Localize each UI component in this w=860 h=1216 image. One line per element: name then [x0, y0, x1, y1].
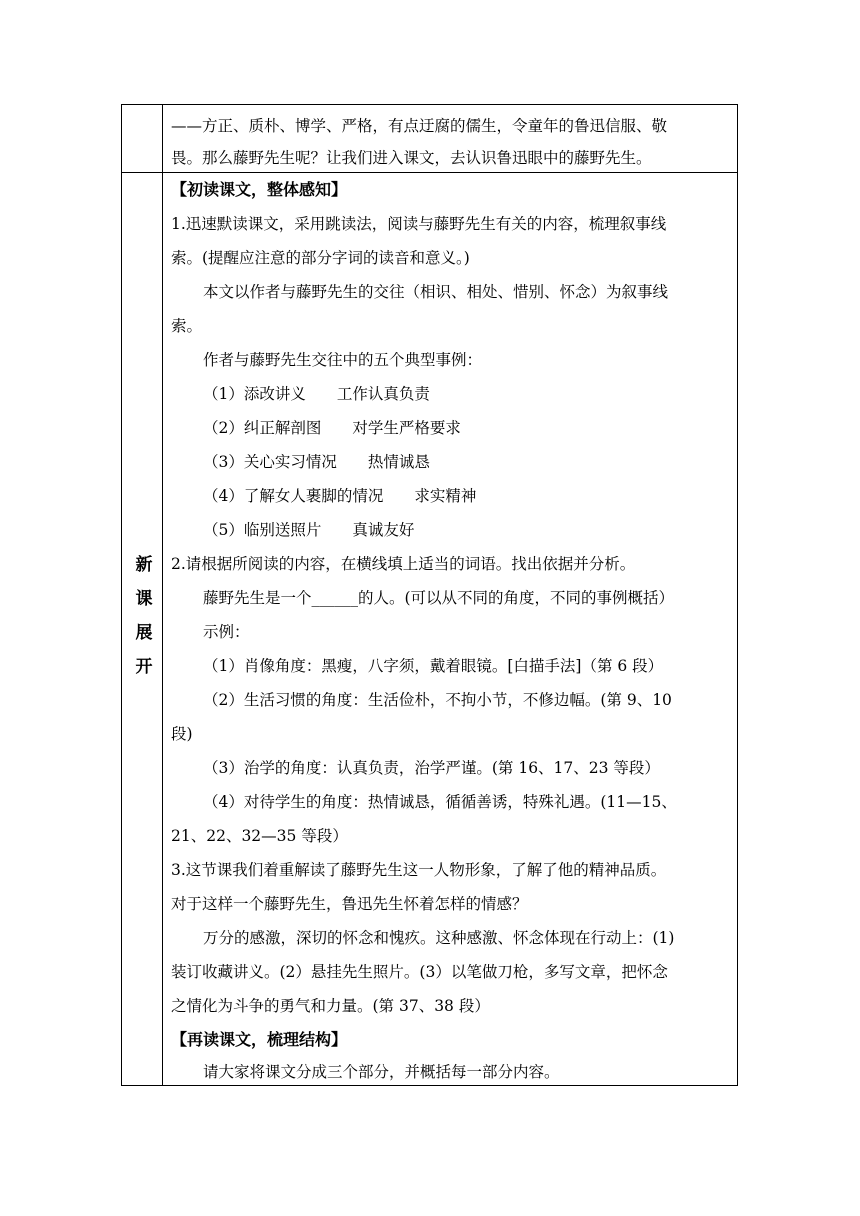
- section-label-char: 展: [135, 623, 153, 643]
- answer-3-line-2: 装订收藏讲义。(2）悬挂先生照片。(3）以笔做刀枪，多写文章，把怀念: [171, 963, 668, 981]
- example-item: （2）纠正解剖图 对学生严格要求: [203, 419, 461, 437]
- section-heading-second-reading: 【再读课文，梳理结构】: [171, 1030, 348, 1049]
- answer-2-item-4-line-1: （4）对待学生的角度：热情诚恳，循循善诱，特殊礼遇。(11—15、: [203, 793, 677, 811]
- top-cell: [171, 104, 731, 172]
- answer-3-line-1: 万分的感激，深切的怀念和愧疚。这种感激、怀念体现在行动上：(1): [203, 929, 675, 947]
- section-heading-first-reading: 【初读课文，整体感知】: [171, 180, 348, 199]
- answer-2-item-3: （3）治学的角度：认真负责，治学严谨。(第 16、17、23 等段）: [203, 759, 660, 777]
- question-3-line-1: 3.这节课我们着重解读了藤野先生这一人物形象，了解了他的精神品质。: [171, 861, 667, 879]
- fill-blank-prompt: 藤野先生是一个______的人。(可以从不同的角度，不同的事例概括）: [203, 589, 675, 607]
- answer-2-item-2-line-1: （2）生活习惯的角度：生活俭朴，不拘小节，不修边幅。(第 9、10: [203, 691, 672, 709]
- answer-2-item-1: （1）肖像角度：黑瘦，八字须，戴着眼镜。[白描手法]（第 6 段）: [203, 657, 664, 675]
- examples-intro: 作者与藤野先生交往中的五个典型事例：: [203, 351, 483, 369]
- answer-1-line-1: 本文以作者与藤野先生的交往（相识、相处、惜别、怀念）为叙事线: [203, 283, 669, 301]
- question-1-line-2: 索。(提醒应注意的部分字词的读音和意义。): [171, 249, 470, 267]
- example-label: 示例：: [203, 623, 250, 641]
- question-1-line-1: 1.迅速默读课文，采用跳读法，阅读与藤野先生有关的内容，梳理叙事线: [171, 215, 667, 233]
- example-item: （5）临别送照片 真诚友好: [203, 521, 415, 539]
- table-column-divider: [162, 104, 163, 1086]
- top-cell-line-2: 畏。那么藤野先生呢？让我们进入课文，去认识鲁迅眼中的藤野先生。: [171, 149, 652, 167]
- answer-2-item-4-line-2: 21、22、32—35 等段）: [171, 827, 348, 845]
- final-instruction: 请大家将课文分成三个部分，并概括每一部分内容。: [203, 1063, 560, 1081]
- question-3-line-2: 对于这样一个藤野先生，鲁迅先生怀着怎样的情感？: [171, 895, 528, 913]
- table-border-bottom: [121, 1085, 738, 1086]
- section-label: [126, 548, 162, 684]
- section-label-char: 课: [135, 589, 153, 609]
- section-label-char: 开: [135, 657, 153, 677]
- question-2: 2.请根据所阅读的内容，在横线填上适当的词语。找出依据并分析。: [171, 555, 636, 573]
- main-cell: [171, 172, 731, 1085]
- example-item: （1）添改讲义 工作认真负责: [203, 385, 430, 403]
- answer-3-line-3: 之情化为斗争的勇气和力量。(第 37、38 段）: [171, 997, 490, 1015]
- table-border-left: [121, 104, 122, 1086]
- answer-1-line-2: 索。: [171, 317, 203, 335]
- answer-2-item-2-line-2: 段): [171, 725, 193, 743]
- example-item: （3）关心实习情况 热情诚恳: [203, 453, 430, 471]
- top-cell-line-1: ——方正、质朴、博学、严格，有点迂腐的儒生，令童年的鲁迅信服、敬: [171, 117, 668, 135]
- table-border-right: [737, 104, 738, 1086]
- section-label-char: 新: [135, 555, 153, 575]
- example-item: （4）了解女人裹脚的情况 求实精神: [203, 487, 477, 505]
